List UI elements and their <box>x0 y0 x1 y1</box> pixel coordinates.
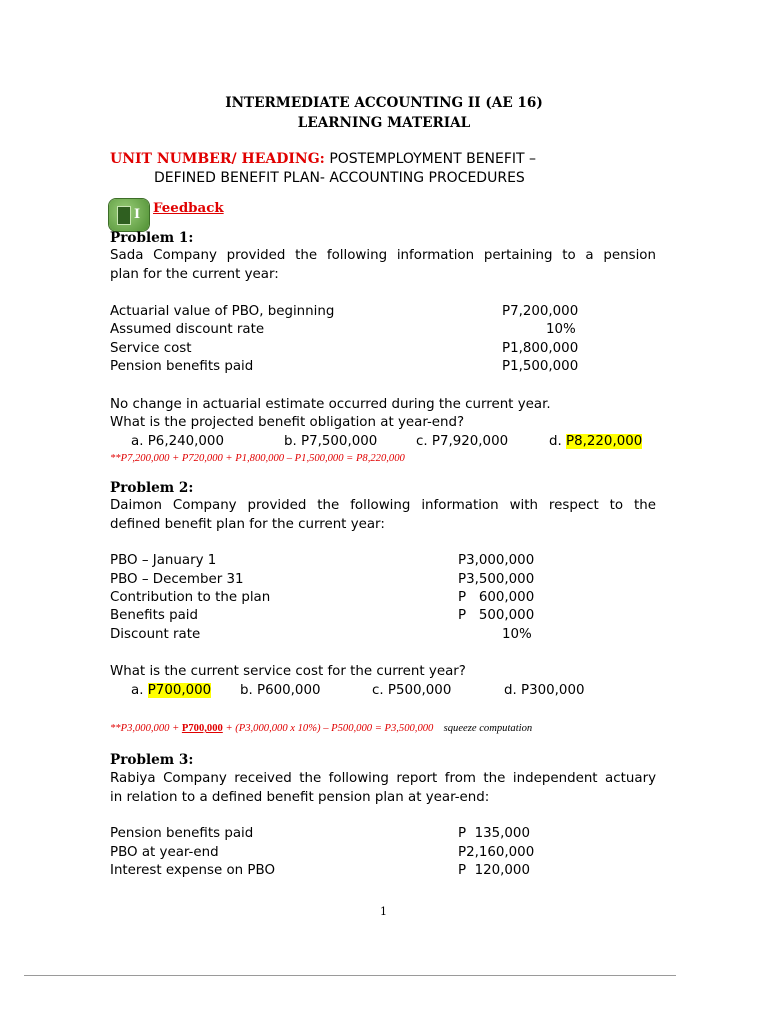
problem1-item-label: Service cost <box>110 341 192 356</box>
page-number: 1 <box>380 905 387 918</box>
course-title: INTERMEDIATE ACCOUNTING II (AE 16) <box>225 95 543 111</box>
unit-heading-label: UNIT NUMBER/ HEADING: <box>110 151 325 167</box>
problem1-question: What is the projected benefit obligation at year-end? <box>110 415 465 430</box>
problem2-item-value: P3,500,000 <box>458 572 535 587</box>
problem3-item-label: PBO at year-end <box>110 845 219 860</box>
feedback-icon: I <box>109 199 149 231</box>
problem2-item-label: Benefits paid <box>110 608 198 623</box>
problem2-title: Problem 2: <box>110 480 194 496</box>
problem1-item-value: P1,500,000 <box>502 359 579 374</box>
material-title: LEARNING MATERIAL <box>297 115 471 131</box>
problem2-item-value: P3,000,000 <box>458 553 535 568</box>
correct-answer-highlight: P700,000 <box>147 683 212 698</box>
problem3-item-label: Pension benefits paid <box>110 826 254 841</box>
problem1-item-value: P1,800,000 <box>502 341 579 356</box>
problem2-item-value: P 500,000 <box>458 608 535 623</box>
problem1-choice-b: b. P7,500,000 <box>284 434 378 449</box>
correct-answer-highlight: P8,220,000 <box>566 434 643 449</box>
problem2-solution: **P3,000,000 + P700,000 + (P3,000,000 x 10%) – P500,000 = P3,500,000 squeeze computation <box>110 723 533 734</box>
problem1-intro-line2: plan for the current year: <box>110 267 279 282</box>
problem1-choice-d: d. P8,220,000 <box>549 434 643 449</box>
problem1-item-label: Actuarial value of PBO, beginning <box>110 304 335 319</box>
problem1-item-value: 10% <box>546 322 576 337</box>
problem2-item-label: PBO – December 31 <box>110 572 244 587</box>
problem2-item-label: PBO – January 1 <box>110 553 217 568</box>
problem2-choice-a: a. P700,000 <box>131 683 212 698</box>
problem3-item-label: Interest expense on PBO <box>110 863 275 878</box>
problem3-intro-line2: in relation to a defined benefit pension plan at year-end: <box>110 790 490 805</box>
problem3-item-value: P 120,000 <box>458 863 530 878</box>
page-divider <box>24 975 676 976</box>
problem2-intro-line1: Daimon Company provided the following information with respect to the <box>110 498 656 513</box>
problem1-title: Problem 1: <box>110 230 194 246</box>
problem1-statement: No change in actuarial estimate occurred during the current year. <box>110 397 551 412</box>
problem3-intro-line1: Rabiya Company received the following report from the independent actuary <box>110 771 656 786</box>
problem1-solution: **P7,200,000 + P720,000 + P1,800,000 – P1,500,000 = P8,220,000 <box>110 453 405 464</box>
problem1-choice-a: a. P6,240,000 <box>131 434 224 449</box>
unit-heading-line1: POSTEMPLOYMENT BENEFIT – <box>329 151 537 167</box>
problem3-title: Problem 3: <box>110 752 194 768</box>
problem3-item-value: P2,160,000 <box>458 845 535 860</box>
problem3-item-value: P 135,000 <box>458 826 530 841</box>
problem2-question: What is the current service cost for the current year? <box>110 664 466 679</box>
problem2-choice-d: d. P300,000 <box>504 683 585 698</box>
problem2-item-label: Contribution to the plan <box>110 590 271 605</box>
unit-heading <box>110 151 536 167</box>
solution-answer: P700,000 <box>181 723 223 734</box>
unit-heading-line2: DEFINED BENEFIT PLAN- ACCOUNTING PROCEDURES <box>154 170 525 186</box>
problem1-intro-line1: Sada Company provided the following information pertaining to a pension <box>110 248 656 263</box>
problem1-item-value: P7,200,000 <box>502 304 579 319</box>
solution-note: squeeze computation <box>443 723 533 734</box>
problem2-choice-c: c. P500,000 <box>372 683 452 698</box>
problem1-choice-c: c. P7,920,000 <box>416 434 509 449</box>
problem2-item-label: Discount rate <box>110 627 201 642</box>
problem2-item-value: 10% <box>502 627 532 642</box>
problem2-item-value: P 600,000 <box>458 590 535 605</box>
problem1-item-label: Assumed discount rate <box>110 322 265 337</box>
problem2-intro-line2: defined benefit plan for the current year: <box>110 517 385 532</box>
problem1-item-label: Pension benefits paid <box>110 359 254 374</box>
problem2-choice-b: b. P600,000 <box>240 683 321 698</box>
feedback-link[interactable]: Feedback <box>153 200 224 216</box>
